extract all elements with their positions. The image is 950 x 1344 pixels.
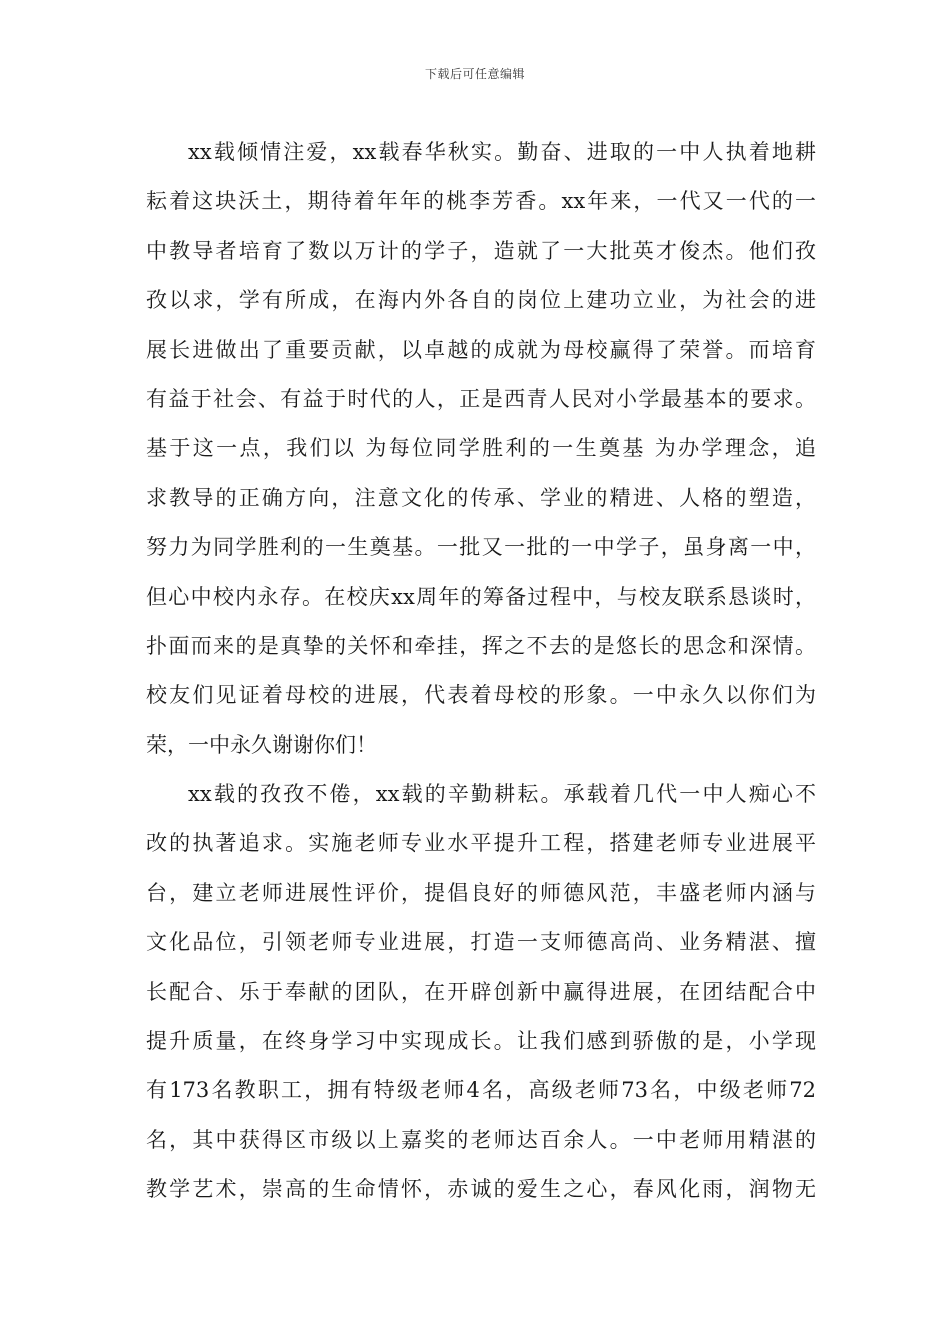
paragraph-line: 教学艺术，崇高的生命情怀，赤诚的爱生之心，春风化雨，润物无	[146, 1177, 816, 1202]
paragraph-line: 求教导的正确方向，注意文化的传承、学业的精进、人格的塑造，	[146, 485, 816, 510]
paragraph-line: 文化品位，引领老师专业进展，打造一支师德高尚、业务精湛、擅	[146, 930, 816, 955]
paragraph-line: 扑面而来的是真挚的关怀和牵挂，挥之不去的是悠长的思念和深情。	[146, 633, 816, 658]
page-header: 下载后可任意编辑	[424, 67, 525, 81]
paragraph-line: xx载的孜孜不倦，xx载的辛勤耕耘。承载着几代一中人痴心不	[188, 782, 816, 807]
paragraph-line: 有173名教职工，拥有特级老师4名，高级老师73名，中级老师72	[146, 1078, 816, 1103]
paragraph-1	[146, 128, 816, 770]
paragraph-line: 努力为同学胜利的一生奠基。一批又一批的一中学子，虽身离一中，	[146, 535, 816, 560]
paragraph-line: 孜以求，学有所成，在海内外各自的岗位上建功立业，为社会的进	[146, 288, 816, 313]
paragraph-line: 有益于社会、有益于时代的人，正是西青人民对小学最基本的要求。	[146, 386, 816, 411]
paragraph-line: 展长进做出了重要贡献，以卓越的成就为母校赢得了荣誉。而培育	[146, 337, 816, 362]
paragraph-2	[146, 770, 816, 1215]
paragraph-line: xx载倾情注爱，xx载春华秋实。勤奋、进取的一中人执着地耕	[188, 140, 816, 164]
paragraph-line: 改的执著追求。实施老师专业水平提升工程，搭建老师专业进展平	[146, 831, 816, 856]
paragraph-line: 名，其中获得区市级以上嘉奖的老师达百余人。一中老师用精湛的	[146, 1127, 816, 1152]
document-body	[146, 128, 816, 1215]
paragraph-line: 中教导者培育了数以万计的学子，造就了一大批英才俊杰。他们孜	[146, 238, 816, 263]
paragraph-line: 台，建立老师进展性评价，提倡良好的师德风范，丰盛老师内涵与	[146, 880, 816, 905]
paragraph-line: 基于这一点，我们以 为每位同学胜利的一生奠基 为办学理念，追	[146, 436, 816, 461]
paragraph-line: 耘着这块沃土，期待着年年的桃李芳香。xx年来，一代又一代的一	[146, 189, 816, 214]
paragraph-line: 提升质量，在终身学习中实现成长。让我们感到骄傲的是，小学现	[146, 1029, 816, 1054]
paragraph-line: 长配合、乐于奉献的团队，在开辟创新中赢得进展，在团结配合中	[146, 979, 816, 1004]
paragraph-line: 校友们见证着母校的进展，代表着母校的形象。一中永久以你们为	[146, 683, 816, 708]
paragraph-line: 但心中校内永存。在校庆xx周年的筹备过程中，与校友联系恳谈时，	[146, 584, 816, 609]
paragraph-line: 荣，一中永久谢谢你们！	[146, 732, 377, 757]
